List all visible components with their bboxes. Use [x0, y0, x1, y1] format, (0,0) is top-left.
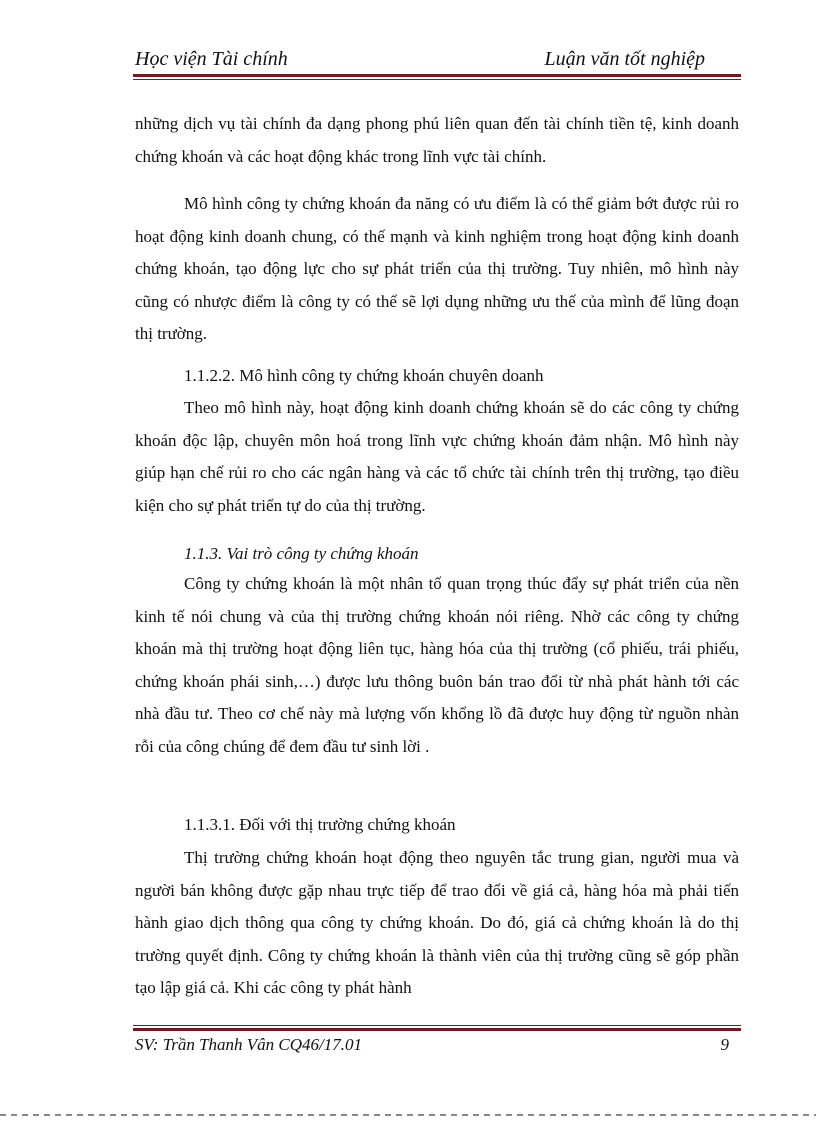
header-institution: Học viện Tài chính [135, 48, 288, 70]
page-header [133, 48, 741, 74]
paragraph-4: Công ty chứng khoán là một nhân tố quan trọng thúc đẩy sự phát triển của nền kinh tế nói chung và của thị trường chứng khoán nói riêng. Nhờ các công ty chứng khoán mà thị trường hoạt động liên tục, hàng hóa của thị trường (cổ phiếu, trái phiếu, chứng khoán phái sinh,…) được lưu thông buôn bán trao đổi từ nhà phát hành tới các nhà đầu tư. Theo cơ chế này mà lượng vốn khổng lồ đã được huy động từ nguồn nhàn rỗi của công chúng để đem đầu tư sinh lời . [135, 574, 739, 756]
page-footer [133, 1035, 741, 1059]
paragraph-2: Mô hình công ty chứng khoán đa năng có ưu điểm là có thể giảm bớt được rủi ro hoạt động kinh doanh chung, có thế mạnh và kinh nghiệm trong hoạt động kinh doanh chứng khoán, tạo động lực cho sự phát triển của thị trường. Tuy nhiên, mô hình này cũng có nhược điểm là công ty có thể sẽ lợi dụng những ưu thế của mình để lũng đoạn thị trường. [135, 194, 739, 343]
section-heading-1-1-2-2: 1.1.2.2. Mô hình công ty chứng khoán chuyên doanh [184, 366, 544, 385]
paragraph-3: Theo mô hình này, hoạt động kinh doanh chứng khoán sẽ do các công ty chứng khoán độc lập, chuyên môn hoá trong lĩnh vực chứng khoán đảm nhận. Mô hình này giúp hạn chế rủi ro cho các ngân hàng và các tổ chức tài chính trên thị trường, tạo điều kiện cho sự phát triển tự do của thị trường. [135, 398, 739, 515]
header-document-type: Luận văn tốt nghiệp [544, 48, 705, 70]
paragraph-5: Thị trường chứng khoán hoạt động theo nguyên tắc trung gian, người mua và người bán không được gặp nhau trực tiếp để trao đổi về giá cả, hàng hóa mà phải tiến hành giao dịch thông qua công ty chứng khoán. Do đó, giá cả chứng khoán là do thị trường quyết định. Công ty chứng khoán là thành viên của thị trường cũng sẽ góp phần tạo lập giá cả. Khi các công ty phát hành [135, 848, 739, 997]
section-heading-1-1-3-1: 1.1.3.1. Đối với thị trường chứng khoán [184, 815, 456, 834]
header-rule [133, 74, 741, 80]
paragraph-1: những dịch vụ tài chính đa dạng phong phú liên quan đến tài chính tiền tệ, kinh doanh chứng khoán và các hoạt động khác trong lĩnh vực tài chính. [135, 114, 739, 166]
page-number: 9 [720, 1035, 729, 1054]
page-break-dashes [0, 1114, 816, 1116]
footer-rule [133, 1025, 741, 1031]
section-heading-1-1-3: 1.1.3. Vai trò công ty chứng khoán [184, 544, 419, 563]
footer-student: SV: Trần Thanh Vân CQ46/17.01 [135, 1035, 363, 1054]
